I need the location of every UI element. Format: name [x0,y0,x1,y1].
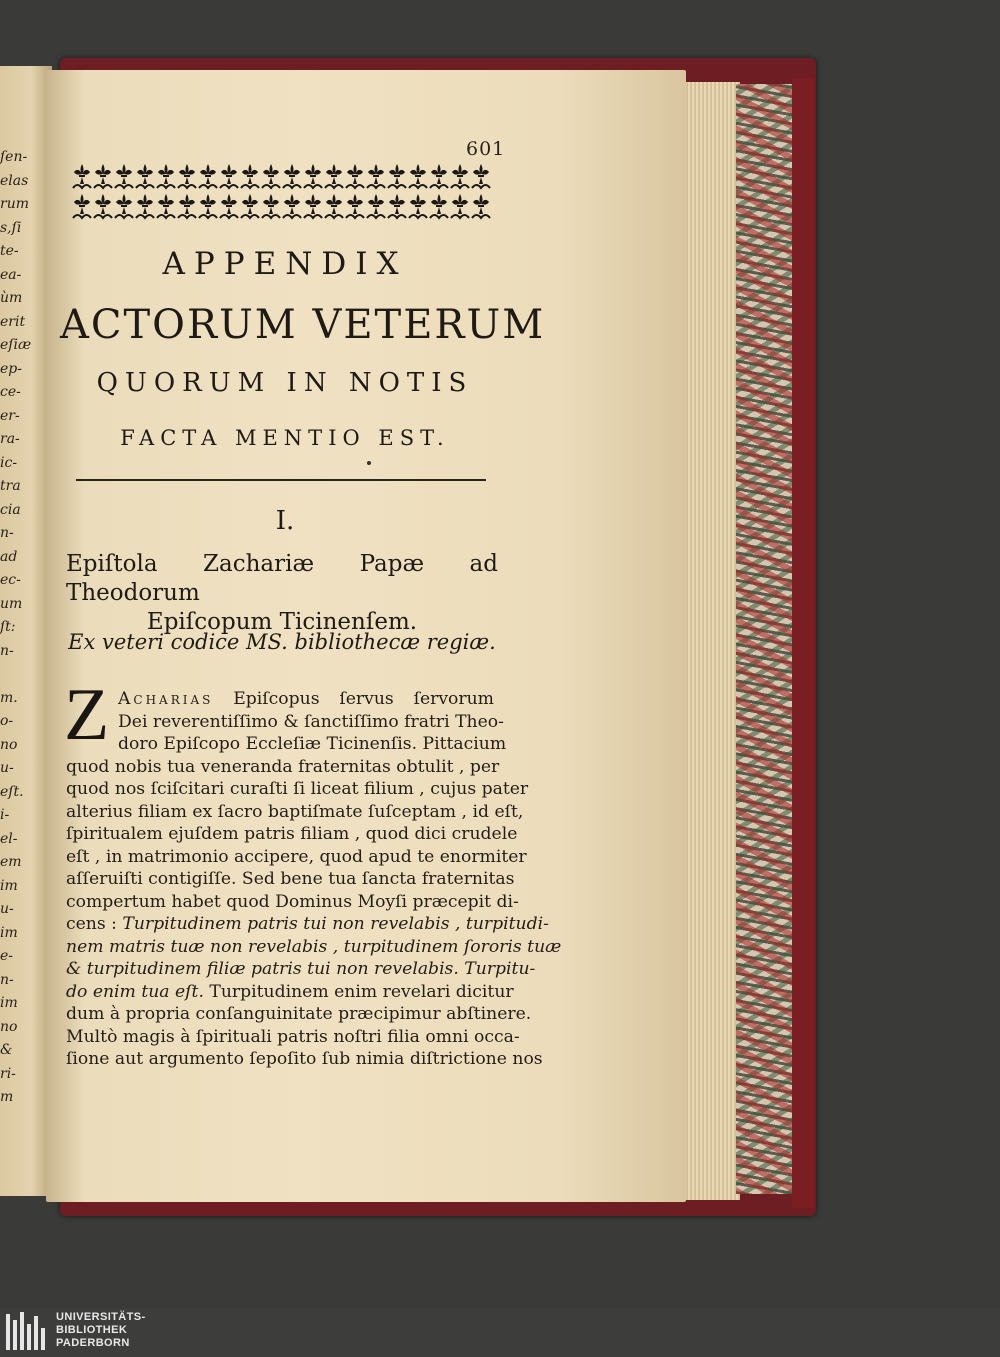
drop-cap: Z [64,674,110,756]
library-logo-text [56,1311,146,1350]
italic-quote: do enim tua eſt. [66,981,204,1002]
body-line-italic: nem matris tuæ non revelabis , turpitudinem ſororis tuæ [66,936,562,957]
left-page-text-fragments: ſen- elas rum s,ſi te- ea- ùm erit eſiæ ep- ce- er- ra- ic- tra cia n- ad ec- um ſt: n- m. o- no u- eſt. i- el- em im u- im e- n- im no & ri- m [0,149,32,1105]
body-line: aſſeruiſti contigiſſe. Sed bene tua ſancta fraternitas [66,869,515,889]
body-line: alterius filiam ex ſacro baptiſmate ſuſceptam , id eſt, [66,801,524,822]
body-line [66,913,549,936]
body-line: Multò magis à ſpirituali patris noſtri filia omni occa- [66,1026,520,1047]
left-page [0,66,52,1196]
italic-quote: Turpitudinem patris tui non revelabis , turpitudi- [122,914,549,934]
logo-line-2: BIBLIOTHEK [56,1324,128,1336]
body-line: ſpiritualem ejuſdem patris filiam , quod dici crudele [66,824,518,844]
body-line: doro Epiſcopo Eccleſiæ Ticinenſis. Pittacium [118,734,507,754]
fleuron-ornament-band [72,160,498,224]
first-line-rest: Epiſcopus ſervus ſervorum [233,689,494,709]
marbled-edge [736,84,792,1194]
body-line: compertum habet quod Dominus Moyſi præcepit di- [66,891,519,912]
heading-facta-mentio-est: FACTA MENTIO EST. [120,426,450,450]
heading-quorum-in-notis: QUORUM IN NOTIS [96,368,474,398]
cens-prefix: cens : [66,914,117,934]
logo-line-1: UNIVERSITÄTS- [56,1311,146,1323]
page-edges [680,82,740,1200]
footer-bar [0,1308,1000,1357]
body-line: quod nobis tua veneranda fraternitas obtulit , per [66,756,500,777]
horizontal-rule [76,479,486,481]
body-line: eſt , in matrimonio accipere, quod apud te enormiter [66,846,527,867]
epistle-title [66,550,498,637]
heading-actorum-veterum: ACTORUM VETERUM [60,302,546,348]
line-rest: Turpitudinem enim revelari dicitur [209,981,514,1002]
source-note: Ex veteri codice MS. bibliothecæ regiæ. [68,630,496,654]
body-line: ſione aut argumento ſepoſito ſub nimia diſtrictione nos [66,1049,543,1069]
body-line: quod nos ſciſcitari curaſti ſi liceat filium , cujus pater [66,779,529,799]
cover-edge [792,78,814,1208]
epistle-title-line-2: Epiſcopum Ticinenſem. [146,609,418,635]
ink-dot [367,461,371,465]
epistle-title-line-1: Epiſtola Zachariæ Papæ ad Theodorum [66,551,498,606]
heading-appendix: APPENDIX [162,246,408,282]
body-line: Dei reverentiſſimo & ſanctiſſimo fratri Theo- [118,711,504,732]
body-line [66,688,494,711]
body-line-italic: & turpitudinem filiæ patris tui non revelabis. Turpitu- [66,959,536,979]
body-text [66,688,562,1071]
section-number: I. [275,506,295,536]
smallcaps-word: Acharias [118,689,214,709]
logo-line-3: PADERBORN [56,1337,130,1349]
body-line [66,981,514,1004]
library-logo-icon [6,1312,50,1354]
page-number: 601 [466,138,506,160]
body-line: dum à propria conſanguinitate præcipimur abſtinere. [66,1004,532,1024]
